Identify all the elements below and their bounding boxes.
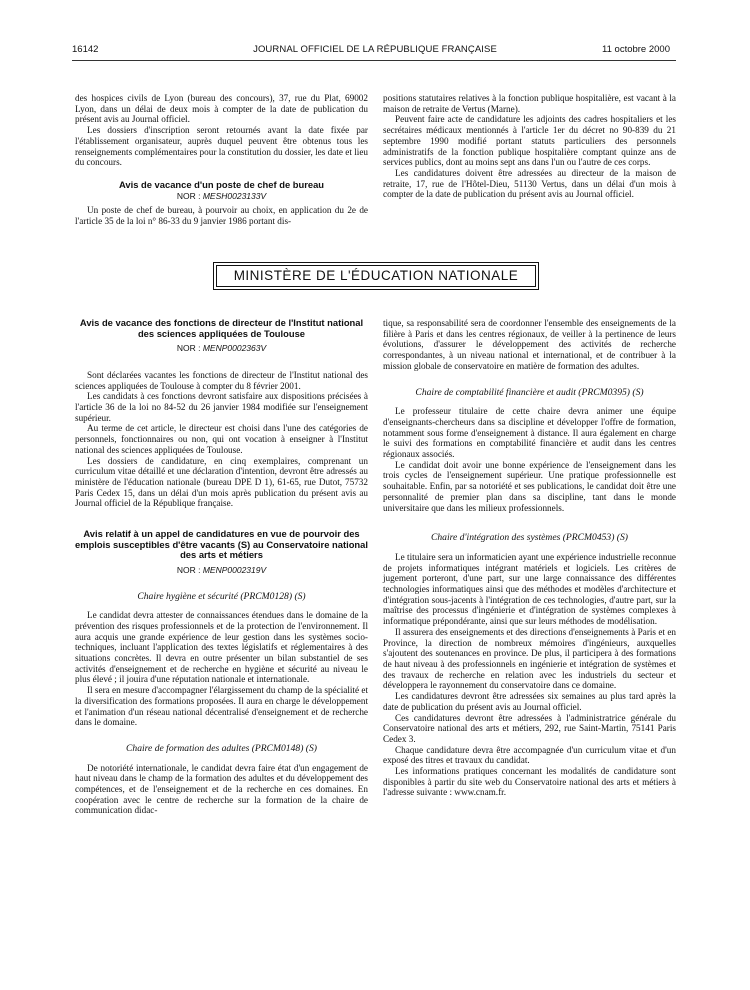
paragraph: Les dossiers de candidature, en cinq exemplaires, comprenant un curriculum vitae détaillé et une déclaration d'intention, devront être adressés au ministère de l'éducation nationale (bureau DPE D 1), 61-65, rue Dutot, 75732 Paris Cedex 15, dans un délai d'un mois après publication du présent avis au Journal officiel de la République française.	[75, 455, 368, 509]
paragraph: Au terme de cet article, le directeur est choisi dans l'une des catégories de personnels, fonctionnaires ou non, qui ont vocation à enseigner à l'Institut national des sciences appliquées de Toulouse.	[75, 423, 368, 455]
paragraph: Le professeur titulaire de cette chaire devra animer une équipe d'enseignants-chercheurs dans sa discipline et développer l'offre de formation, notamment sous forme d'enseignement à distance. Il aura également en charge le suivi des formations en comptabilité financière et audit dans les centres régionaux associés.	[383, 406, 676, 460]
nor-reference	[75, 191, 368, 202]
nor-label: NOR :	[176, 343, 201, 354]
paragraph: Les candidats à ces fonctions devront satisfaire aux dispositions précisées à l'article 36 de la loi no 84-52 du 26 janvier 1984 modifiée sur l'enseignement supérieur.	[75, 391, 368, 423]
section-title: Avis de vacance d'un poste de chef de bureau	[118, 178, 325, 190]
top-right-column	[383, 93, 676, 200]
page-number: 16142	[72, 44, 99, 55]
paragraph: Il assurera des enseignements et des directions d'enseignements à Paris et en Province, la direction de nombreux mémoires d'ingénieurs, auxquelles s'ajoutent des soutenances en province. De plus, il participera à des formations de haut niveau à des professionnels en ingénierie et intégration de systèmes et des travaux de recherche en relation avec les industriels du secteur et développera le rayonnement du conservatoire dans ce domaine.	[383, 626, 676, 691]
paragraph: Chaque candidature devra être accompagnée d'un curriculum vitae et d'un exposé des titres et travaux du candidat.	[383, 744, 676, 766]
paragraph: des hospices civils de Lyon (bureau des concours), 37, rue du Plat, 69002 Lyon, dans un délai de deux mois à compter de la date de publication du présent avis au Journal officiel.	[75, 93, 368, 125]
nor-code: MESH0023133V	[202, 190, 267, 201]
paragraph: Le candidat devra attester de connaissances étendues dans le domaine de la prévention des risques professionnels et de la protection de l'environnement. Il aura acquis une grande expérience de leur gestion dans les systèmes socio-techniques, incluant l'application des textes législatifs et réglementaires à des situations concrètes. Il devra en outre présenter un bilan substantiel de ses activités d'enseignement et de recherche en hygiène et sécurité au niveau le plus élevé ; il jouira d'une réputation nationale et internationale.	[75, 610, 368, 685]
chair-title: Chaire hygiène et sécurité (PRCM0128) (S)	[137, 590, 306, 602]
left-column	[75, 318, 368, 816]
section-title: Avis de vacance des fonctions de directeur de l'Institut national des sciences appliquées de Toulouse	[79, 317, 364, 339]
paragraph: Peuvent faire acte de candidature les adjoints des cadres hospitaliers et les secrétaires médicaux mentionnés à l'article 1er du décret no 90-839 du 21 septembre 1990 modifié portant statuts particuliers des personnels administratifs de la fonction publique hospitalière comptant quinze ans de services publics, dont au moins sept ans dans l'un ou l'autre de ces corps.	[383, 114, 676, 168]
right-column	[383, 318, 676, 798]
chair-title: Chaire de comptabilité financière et audit (PRCM0395) (S)	[415, 386, 644, 398]
paragraph: De notoriété internationale, le candidat devra faire état d'un engagement de haut niveau dans le champ de la formation des adultes et du développement des compétences, et de l'enseignement et de la recherche en ces domaines. En coopération avec le centre de recherche sur la formation de la chaire de communication didac-	[75, 762, 368, 816]
paragraph: Les dossiers d'inscription seront retournés avant la date fixée par l'établissement organisateur, auprès duquel peuvent être obtenus tous les renseignements complémentaires pour la constitution du dossier, les date et lieu du concours.	[75, 125, 368, 168]
chair-title: Chaire d'intégration des systèmes (PRCM0453) (S)	[430, 532, 628, 544]
paragraph: positions statutaires relatives à la fonction publique hospitalière, est vacant à la maison de retraite de Vertus (Marne).	[383, 93, 676, 114]
header-rule	[72, 60, 676, 61]
nor-label: NOR :	[176, 190, 201, 201]
nor-code: MENP0002319V	[202, 564, 267, 575]
nor-reference	[75, 343, 368, 354]
paragraph: Il sera en mesure d'accompagner l'élargissement du champ de la spécialité et la diversification des formations proposées. Il aura en charge le développement et l'animation d'un réseau national décentralisé d'enseignement et de recherche dans le domaine.	[75, 685, 368, 728]
paragraph: Ces candidatures devront être adressées à l'administratrice générale du Conservatoire national des arts et métiers, 292, rue Saint-Martin, 75141 Paris Cedex 3.	[383, 712, 676, 744]
section-title: Avis relatif à un appel de candidatures en vue de pourvoir des emplois susceptibles d'être vacants (S) au Conservatoire national des arts et métiers	[75, 528, 368, 561]
paragraph: Les candidatures doivent être adressées au directeur de la maison de retraite, 17, rue de l'Hôtel-Dieu, 51130 Vertus, dans un délai d'un mois à compter de la date de publication du présent avis au Journal officiel.	[383, 167, 676, 200]
paragraph: Sont déclarées vacantes les fonctions de directeur de l'Institut national des sciences appliquées de Toulouse à compter du 8 février 2001.	[75, 369, 368, 391]
top-left-column	[75, 93, 368, 227]
paragraph: tique, sa responsabilité sera de coordonner l'ensemble des enseignements de la filière à Paris et dans les centres régionaux, de veiller à la pertinence de leurs évolutions, d'assurer le développement des activités de recherche correspondantes, à un niveau national et international, et de contribuer à la mission globale de conservatoire en matière de formation des adultes.	[383, 318, 676, 371]
nor-code: MENP0002363V	[202, 343, 267, 354]
paragraph: Les candidatures devront être adressées six semaines au plus tard après la date de publication du présent avis au Journal officiel.	[383, 691, 676, 712]
journal-title: JOURNAL OFFICIEL DE LA RÉPUBLIQUE FRANÇAISE	[253, 44, 497, 55]
paragraph: Un poste de chef de bureau, à pourvoir au choix, en application du 2e de l'article 35 de la loi n° 86-33 du 9 janvier 1986 portant dis-	[75, 205, 368, 226]
paragraph: Les informations pratiques concernant les modalités de candidature sont disponibles à partir du site web du Conservatoire national des arts et métiers à l'adresse suivante : www.cnam.fr.	[383, 766, 676, 798]
paragraph: Le candidat doit avoir une bonne expérience de l'enseignement dans les trois cycles de l'enseignement supérieur. Une pratique professionnelle est souhaitable. Enfin, par sa notoriété et ses publications, le candidat doit être une personnalité de premier plan dans sa discipline, tant dans le monde universitaire que dans les milieux professionnels.	[383, 459, 676, 513]
ministry-banner: MINISTÈRE DE L'ÉDUCATION NATIONALE	[213, 262, 539, 290]
chair-title: Chaire de formation des adultes (PRCM0148) (S)	[126, 742, 317, 754]
paragraph: Le titulaire sera un informaticien ayant une expérience industrielle reconnue de projets informatiques intégrant matériels et logiciels. Les critères de jugement porteront, d'une part, sur une large connaissance des différentes technologies informatiques ainsi que des méthodes et modèles d'architecture et d'intégration sous-jacents à l'intégration de ces technologies, d'autre part, sur la maîtrise des processus d'ingénierie et d'intégration de systèmes complexes à informatique prépondérante, ainsi que sur leurs méthodes de modélisation.	[383, 551, 676, 627]
nor-reference	[75, 565, 368, 576]
nor-label: NOR :	[176, 564, 201, 575]
issue-date: 11 octobre 2000	[602, 44, 670, 55]
